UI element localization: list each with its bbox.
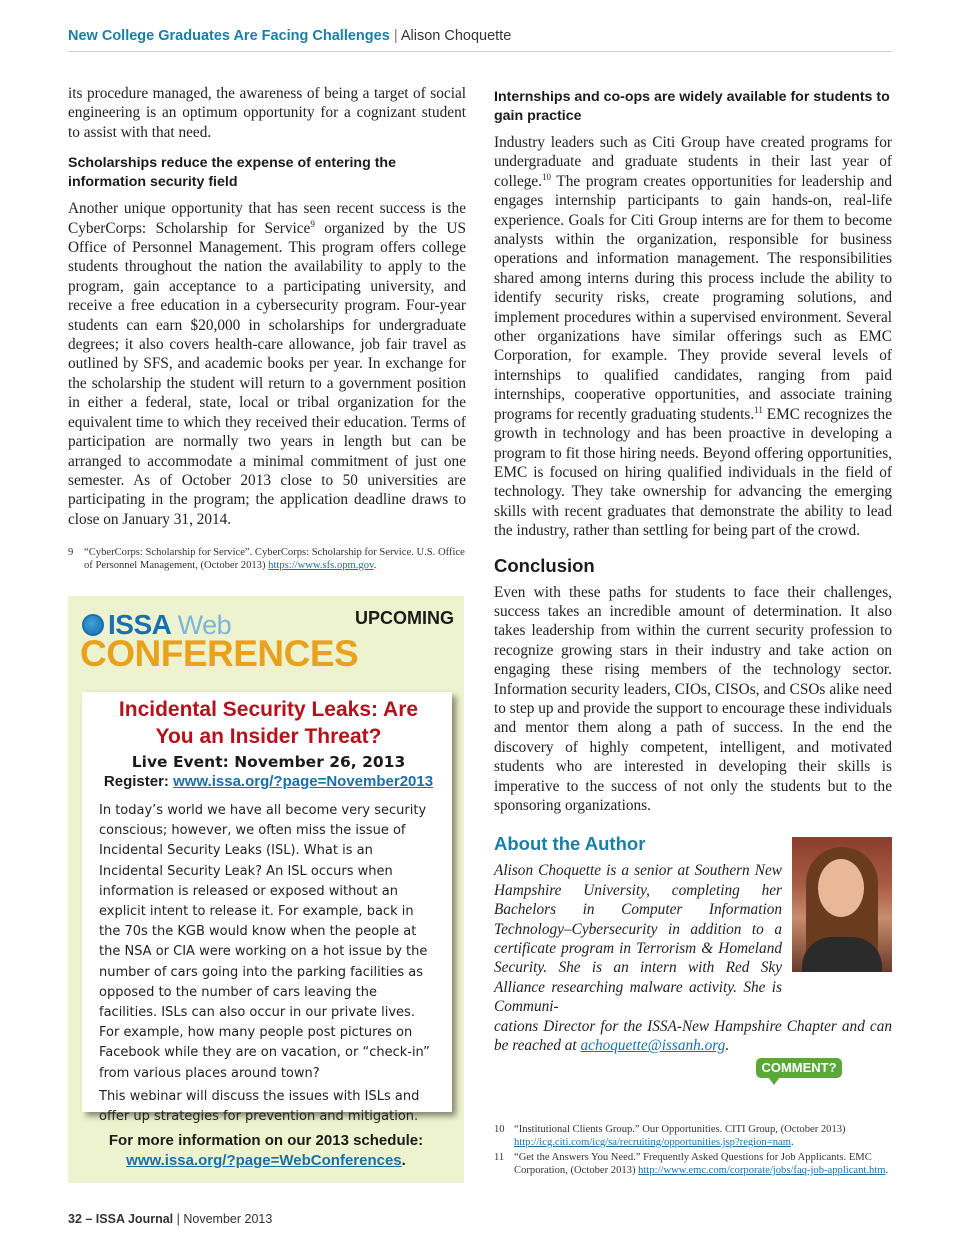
live-event-date: Live Event: November 26, 2013 bbox=[131, 753, 406, 771]
article-title: New College Graduates Are Facing Challenges bbox=[68, 28, 390, 44]
more-info: For more information on our 2013 schedule: www.issa.org/?page=WebConferences. bbox=[108, 1132, 424, 1169]
scholarship-heading: Scholarships reduce the expense of entering the information security field bbox=[68, 155, 396, 191]
footnote-11: 11 “Get the Answers You Need.” Frequently Asked Questions for Job Applicants. EMC Corporation, (October 2013) http://www.emc.com/corporate/jobs/faq-job-applicant.htm. bbox=[494, 1152, 889, 1176]
footnote-9-link[interactable]: https://www.sfs.opm.gov bbox=[268, 559, 374, 571]
comment-button[interactable]: COMMENT? bbox=[756, 1058, 842, 1078]
internship-heading: Internships and co-ops are widely available for students to gain practice bbox=[494, 89, 890, 124]
about-author-heading: About the Author bbox=[494, 833, 646, 855]
running-head bbox=[68, 26, 892, 52]
event-description-2: This webinar will discuss the issues with ISLs and offer up strategies for prevention and mitigation. bbox=[99, 1088, 420, 1125]
author-photo bbox=[792, 837, 892, 972]
author-block bbox=[494, 861, 892, 1055]
right-column bbox=[494, 88, 892, 1055]
event-description: In today’s world we have all become very security conscious; however, we often miss the issue of Incidental Security Leaks (ISL). What is an Incidental Security Leak? An ISL occurs when information is released or exposed without an explicit intent to release it. For example, back in the 70s the KGB would know when the people at the NSA or CIA were working on a hot issue by the number of cars going into the parking facilities as opposed to the number of cars leaving the facilities. ISLs can also occur in our private lives. For example, how many people post pictures on Facebook while they are on vacation, or “check-in” from various places around town? bbox=[99, 803, 430, 1081]
conferences-title: CONFERENCES bbox=[80, 633, 359, 674]
internship-paragraph: Industry leaders such as Citi Group have created programs for undergraduate and graduate students in their last year of college.$^{10}$ The program creates opportunities for leadership and engages internship participants to gain hands-on, real-life experience. Goals for Citi Group interns are for them to become analysts within the organization, responsible for business operations and information management. The responsibilities shared among interns during this process include the ability to identify security risks, create programing solutions, and implement procedures within a supervised environment. Several other organizations have similar offerings such as EMC Corporation, for example. They provide several levels of internships to qualified candidates, ranging from paid internships, cooperative opportunities, and associate training programs for recently graduating students.$^{11}$ EMC recognizes the growth in technology and has been proactive in developing a program to fit those hiring needs. Beyond offering opportunities, EMC is focused on hiring qualified individuals in the field of technology. They take ownership for advancing the emerging skills with recent graduates that demonstrate the ability to lead the industry, rather than settling for being part of the crowd. bbox=[494, 134, 892, 540]
author-email-link[interactable]: achoquette@issanh.org bbox=[580, 1037, 726, 1055]
conclusion-paragraph: Even with these paths for students to face their challenges, success takes an incredible amount of determination. It also takes leadership from within the current security profession to recognize growing stars in their industry and take action on engaging these rising members of the technology sector. Information security leaders, CIOs, CISOs, and CSOs alike need to step up and provide the support to encourage these individuals and mentor them along a path of success. In the end the discovery of highly competent, intelligent, and motivated students who are interested in developing their skills is imperative to the success of not only the students but to the sponsoring organizations. bbox=[494, 583, 892, 814]
left-column bbox=[68, 84, 466, 572]
footnote-10: 10 “Institutional Clients Group.” Our Opportunities. CITI Group, (October 2013) http://icg.citi.com/icg/sa/recruiting/opportunities.jsp?region=nam. bbox=[494, 1124, 846, 1148]
footnote-ref-11[interactable]: 11 bbox=[754, 404, 763, 415]
footnote-10-link[interactable]: http://icg.citi.com/icg/sa/recruiting/opportunities.jsp?region=nam bbox=[514, 1136, 791, 1148]
footnote-ref-9[interactable]: 9 bbox=[310, 218, 315, 229]
page-number: 32 – ISSA Journal bbox=[68, 1212, 174, 1226]
footnote-9: 9 “CyberCorps: Scholarship for Service”. CyberCorps: Scholarship for Service. U.S. Office of Personnel Management, (October 2013) https://www.sfs.opm.gov. bbox=[68, 547, 465, 571]
author-bio: Alison Choquette is a senior at Southern New Hampshire University, completing her Bachelors in Computer Information Technology–Cybersecurity in addition to a certificate program in Terrorism & Homeland Security. She is an intern with Red Sky Alliance researching malware activity. She is Communi- cations Director for the ISSA-New Hampshire Chapter and can be reached at achoquette@issanh.org. bbox=[494, 862, 892, 1055]
web-conferences-link[interactable]: www.issa.org/?page=WebConferences bbox=[126, 1152, 402, 1169]
footnote-ref-10[interactable]: 10 bbox=[542, 171, 551, 182]
header-separator: | bbox=[393, 28, 398, 44]
upcoming-label: UPCOMING bbox=[355, 608, 454, 628]
issa-web-conferences-ad: ISSA Web CONFERENCES UPCOMING Incidental Security Leaks: Are You an Insider Threat? Live Event: November 26, 2013 Register: www.issa.org/?page=November2013 In today’s world we have all become very security conscious; however, we often miss the issue of Incidental Security Leaks (ISL). What is an Incidental Security Leak? An ISL occurs when information is released or exposed without an explicit intent to release it. For example, back in the 70s the KGB would know when the people at the NSA or CIA were working on a hot issue by the number of cars going into the parking facilities as opposed to the number of cars leaving the facilities. ISLs can also occur in our private lives. For example, how many people post pictures on Facebook while they are on vacation, or “check-in” from various places around town? This webinar will discuss the issues with ISLs and offer up strategies for prevention and mitigation. For more information on our 2013 schedule: www.issa.org/?page=WebConferences. bbox=[68, 596, 464, 1183]
event-title: Incidental Security Leaks: Are You an Insider Threat? bbox=[118, 698, 419, 748]
page-footer: 32 – ISSA Journal | November 2013 bbox=[68, 1212, 273, 1226]
header-author: Alison Choquette bbox=[400, 28, 512, 44]
register-line: Register: www.issa.org/?page=November2013 bbox=[103, 773, 434, 790]
issue-date: November 2013 bbox=[183, 1212, 273, 1226]
right-footnotes bbox=[494, 1124, 892, 1180]
event-card bbox=[82, 692, 452, 1125]
speech-bubble-tail-icon bbox=[768, 1077, 780, 1085]
scholarship-paragraph: Another unique opportunity that has seen recent success is the CyberCorps: Scholarship for Service$^9$ organized by the US Office of Personnel Management. This program offers college students throughout the nation the availability to apply to the program, gain acceptance to a participating university, and receive a free education in a cybersecurity program. Four-year students can earn $20,000 in scholarships for undergraduate degrees; it also covers health-care allowance, job fair travel as outlined by SFS, and academic books per year. In exchange for the scholarship the student will return to a government position in either a federal, state, local or tribal organization for the equivalent time to which they received their education. Terms of participation are normally two years in length but can be arranged to accommodate a minimal commitment of just one semester. As of October 2013 close to 50 universities are participating in the program; the application deadline draws to close on January 31, 2014. bbox=[68, 200, 466, 528]
intro-paragraph: its procedure managed, the awareness of being a target of social engineering is an optimum opportunity for a cognizant student to assist with that need. bbox=[68, 85, 466, 141]
conclusion-heading: Conclusion bbox=[494, 554, 595, 576]
register-link[interactable]: www.issa.org/?page=November2013 bbox=[173, 773, 434, 790]
footnote-11-link[interactable]: http://www.emc.com/corporate/jobs/faq-job-applicant.htm bbox=[638, 1164, 886, 1176]
